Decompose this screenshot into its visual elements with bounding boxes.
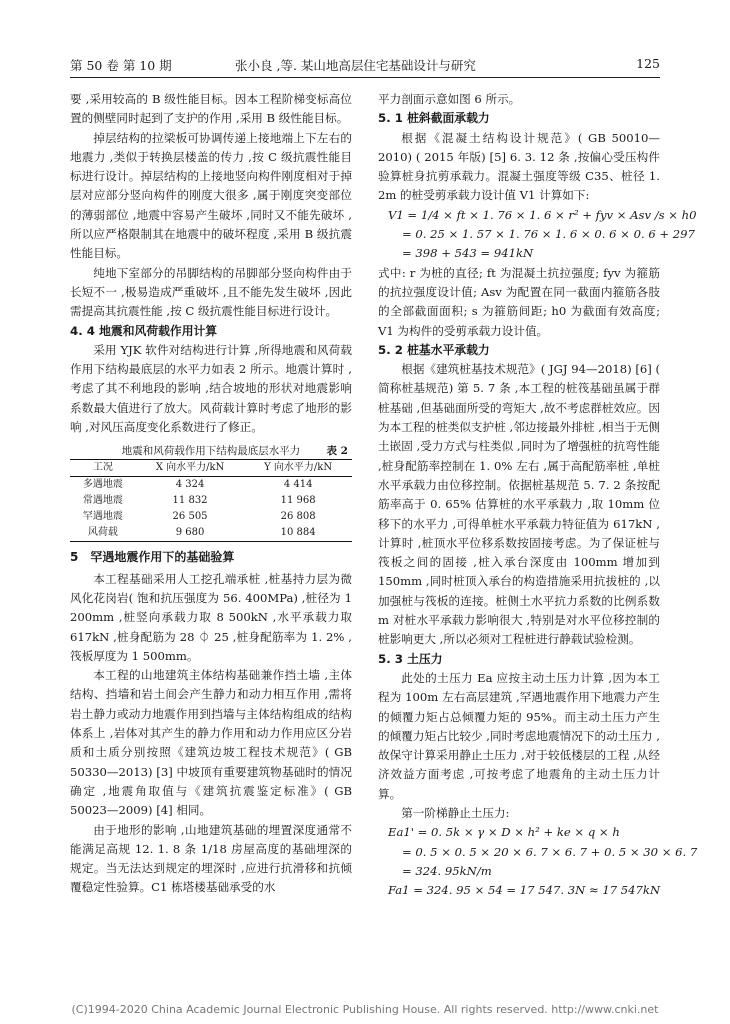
table-cell: 26 808 — [280, 511, 316, 523]
table-cell: 11 968 — [280, 495, 316, 507]
table-row — [70, 509, 352, 525]
header-rule — [70, 77, 660, 78]
section-heading-5-2: 5. 2 桩基水平承载力 — [378, 342, 490, 357]
symbol-definitions: 式中: r 为桩的直径; ft 为混凝土抗拉强度; fyv 为箍筋的抗拉强度设计值; Asv 为配置在同一截面内箍筋各肢的全部截面面积; s 为箍筋间距; h0 为截面有效高度; V1 为构件的受剪承载力设计值。 — [378, 265, 660, 338]
section-heading-5-3: 5. 3 土压力 — [378, 651, 443, 666]
equation-shear-capacity: V1 = 1/4 × ft × 1. 76 × 1. 6 × r² + fyv × Asv /s × h0 — [388, 207, 697, 222]
paragraph: 要 ,采用较高的 B 级性能目标。因本工程阶梯变标高位置的侧壁同时起到了支护的作用 ,采用 B 级性能目标。 — [70, 92, 352, 126]
table-header-row — [70, 460, 352, 477]
paragraph: 本工程的山地建筑主体结构基础兼作挡土墙 ,主体结构、挡墙和岩土间会产生静力和动力相互作用 ,需将岩土静力或动力地震作用到挡墙与主体结构组成的结构体系上 ,岩体对其产生的静力作用和动力作用应区分岩质和土质分别按照《建筑边坡工程技术规范》( GB 50330—2013) [3] 中坡顶有重要建筑物基础时的情况确定 ,地震角取值与《建筑抗震鉴定标准》( GB 50023—2009) [4] 相同。 — [70, 668, 352, 818]
paragraph: 采用 YJK 软件对结构进行计算 ,所得地震和风荷载作用下结构最底层的水平力如表 2 所示。地震计算时 ,考虑了其不利地段的影响 ,结合坡地的形状对地震影响系数最大值进行了放大。风荷载计算时考虑了地形的影响 ,对风压高度变化系数进行了修正。 — [70, 342, 352, 435]
section-heading-5: 5 罕遇地震作用下的基础验算 — [70, 550, 235, 565]
column-header: 工况 — [70, 460, 136, 477]
table-cell: 9 680 — [136, 525, 244, 542]
paragraph: 纯地下室部分的吊脚结构的吊脚部分竖向构件由于长短不一 ,极易造成严重破坏 ,且不能先发生破坏 ,因此需提高其抗震性能 ,按 C 级抗震性能目标进行设计。 — [70, 265, 352, 319]
equation-line: = 324. 95kN/m — [402, 863, 492, 878]
equation-total-force: Fa1 = 324. 95 × 54 = 17 547. 3N ≈ 17 547kN — [388, 883, 661, 898]
paragraph: 掉层结构的拉梁板可协调传递上接地端上下左右的地震力 ,类似于转换层楼盖的传力 ,按 C 级抗震性能目标进行设计。掉层结构的上接地竖向构件刚度相对于掉层对应部分竖向构件的刚度大很多 ,属于刚度突变部位的薄弱部位 ,地震中容易产生破坏 ,同时又不能先破坏 ,所以应严格限制其在地震中的破坏程度 ,采用 B 级抗震性能目标。 — [70, 130, 352, 261]
table-cell: 常遇地震 — [82, 495, 123, 507]
table-cell: 罕遇地震 — [82, 511, 123, 523]
horizontal-force-table — [70, 459, 352, 542]
paragraph: 本工程基础采用人工挖孔端承桩 ,桩基持力层为微风化花岗岩( 饱和抗压强度为 56. 400MPa) ,桩径为 1 200mm ,桩竖向承载力取 8 500kN ,水平承载力取 617kN ,桩身配筋为 28 ⏀ 25 ,桩身配筋率为 1. 2% ,筏板厚度为 1 500mm。 — [70, 571, 352, 663]
section-heading-5-1: 5. 1 桩斜截面承载力 — [378, 111, 490, 126]
paragraph: 根据《混凝土结构设计规范》( GB 50010—2010) ( 2015 年版) [5] 6. 3. 12 条 ,按偏心受压构件验算桩身抗剪承载力。混凝土强度等级 C35、桩径 1. 2m 的桩受剪承载力设计值 V1 计算如下: — [378, 130, 660, 203]
table-cell: 11 832 — [172, 495, 208, 507]
equation-earth-pressure: Ea1' = 0. 5k × γ × D × h² + ke × q × h — [388, 825, 620, 840]
column-header: Y 向水平力/kN — [244, 460, 352, 477]
equation-line: = 398 + 543 = 941kN — [402, 246, 534, 261]
table-caption — [70, 443, 352, 459]
paragraph: 平力剖面示意如图 6 所示。 — [378, 92, 521, 106]
section-heading-4-4: 4. 4 地震和风荷载作用计算 — [70, 323, 218, 338]
table-cell: 4 414 — [283, 479, 313, 491]
left-column — [70, 90, 352, 898]
table-number: 表 2 — [326, 445, 348, 458]
copyright-footer: (C)1994-2020 China Academic Journal Electronic Publishing House. All rights reserved. http://www.cnki.net — [71, 1003, 659, 1016]
table-cell: 26 505 — [172, 511, 208, 523]
right-column — [378, 90, 698, 900]
table-row — [70, 477, 352, 494]
page-number: 125 — [636, 56, 660, 71]
table-title: 地震和风荷载作用下结构最底层水平力 — [121, 445, 301, 458]
equation-line: = 0. 25 × 1. 57 × 1. 76 × 1. 6 × 0. 6 × 0. 6 + 297 — [402, 227, 695, 242]
paragraph: 此处的土压力 Ea 应按主动土压力计算 ,因为本工程为 100m 左右高层建筑 ,罕遇地震作用下地震力产生的倾覆力矩占总倾覆力矩的 95%。而主动土压力产生的倾覆力矩占比较少 ,同时考虑地震情况下的动土压力 ,故保守计算采用静止土压力 ,对于较低楼层的工程 ,从经济效益方面考虑 ,可按考虑了地震角的主动土压力计算。 — [378, 670, 660, 801]
paragraph: 由于地形的影响 ,山地建筑基础的埋置深度通常不能满足高规 12. 1. 8 条 1/18 房屋高度的基础埋深的规定。当无法达到规定的埋深时 ,应进行抗滑移和抗倾覆稳定性验算。C1 栋塔楼基础承受的水 — [70, 822, 352, 895]
table-cell: 10 884 — [244, 525, 352, 542]
paragraph: 第一阶梯静止土压力: — [401, 805, 510, 820]
table-cell: 风荷载 — [70, 525, 136, 542]
column-header: X 向水平力/kN — [136, 460, 244, 477]
table-row — [70, 525, 352, 542]
equation-line: = 0. 5 × 0. 5 × 20 × 6. 7 × 6. 7 + 0. 5 × 30 × 6. 7 — [402, 844, 698, 859]
article-running-title: 张小良 ,等. 某山地高层住宅基础设计与研究 — [235, 58, 476, 73]
table-cell: 多遇地震 — [82, 479, 123, 491]
table-cell: 4 324 — [175, 479, 205, 491]
table-row — [70, 493, 352, 509]
journal-volume-issue: 第 50 卷 第 10 期 — [70, 58, 172, 73]
paragraph: 根据《建筑桩基技术规范》( JGJ 94—2018) [6] ( 简称桩基规范) 第 5. 7 条 ,本工程的桩筏基础虽属于群桩基础 ,但基础面所受的弯矩大 ,故不考虑群桩效应。因为本工程的桩类似支护桩 ,邻边接最外排桩 ,相当于无侧土嵌固 ,受力方式与柱类似 ,同时为了增强桩的抗弯性能 ,桩身配筋率控制在 1. 0% 左右 ,属于高配筋率桩 ,单桩水平承载力由位移控制。依据桩基规范 5. 7. 2 条按配筋率高于 0. 65% 估算桩的水平承载力 ,取 10mm 位移下的水平力 ,可得单桩水平承载力特征值为 617kN ,计算时 ,桩顶水平位移系数按固接考虑。为了保证桩与筏板之间的固接 ,桩入承台深度由 100mm 增加到 150mm ,同时桩顶入承台的构造措施采用抗拔桩的 ,以加强桩与筏板的连接。桩侧土水平抗力系数的比例系数 m 对桩水平承载力影响很大 ,特别是对水平位移控制的桩影响更大 ,所以必须对工程桩进行静载试验检测。 — [378, 362, 660, 647]
